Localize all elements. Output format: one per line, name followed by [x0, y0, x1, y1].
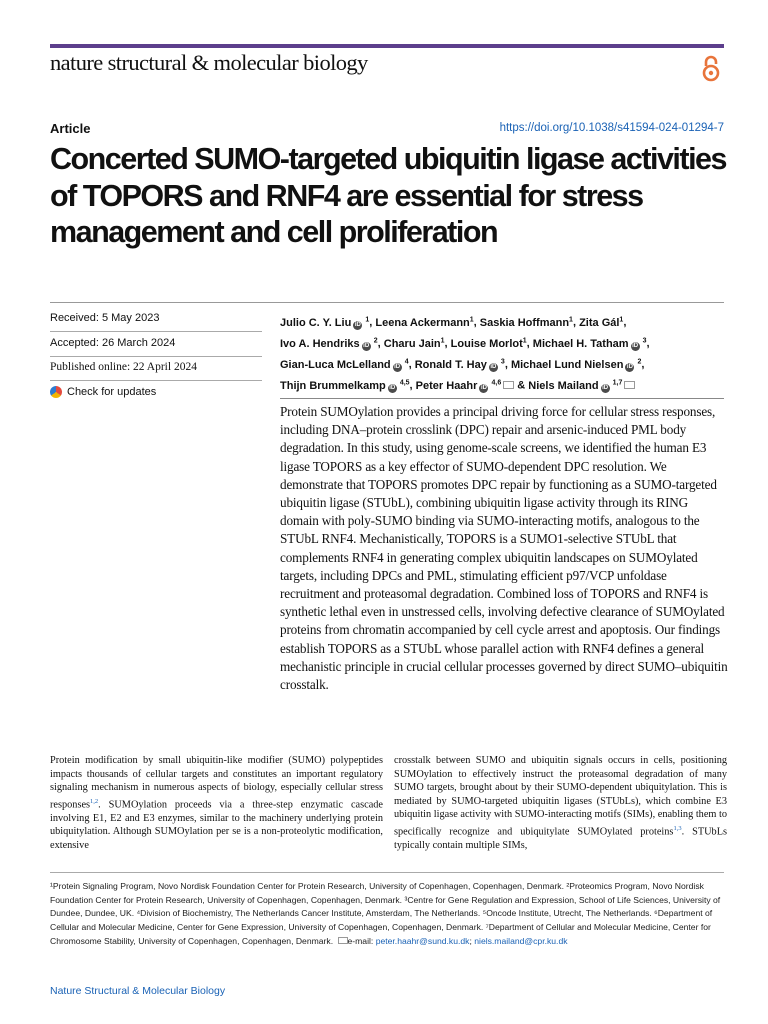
header-rule: [50, 44, 724, 48]
author[interactable]: Saskia Hoffmann$^1$: [479, 316, 573, 329]
article-type: Article: [50, 121, 91, 136]
received-date: Received: 5 May 2023: [50, 312, 160, 324]
check-updates-label: Check for updates: [67, 386, 157, 398]
author[interactable]: Zita Gál$^1$: [579, 316, 624, 329]
orcid-icon[interactable]: iD: [490, 363, 497, 370]
orcid-icon[interactable]: iD: [394, 363, 401, 370]
meta-divider: [50, 331, 262, 332]
author-line-4: Thijn Brummelkamp iD $^{4,5}$, Peter Haahr iD $^{4,6}$ & Niels Mailand iD $^{1,7}$: [280, 374, 730, 395]
journal-name: nature structural & molecular biology: [50, 50, 368, 75]
author[interactable]: Julio C. Y. Liu iD $^1$: [280, 316, 370, 329]
author[interactable]: Thijn Brummelkamp iD $^{4,5}$: [280, 379, 410, 392]
author-line-2: Ivo A. Hendriks iD $^2$, Charu Jain$^1$, Louise Morlot$^1$, Michael H. Tatham iD $^3$,: [280, 337, 650, 350]
orcid-icon[interactable]: iD: [389, 384, 396, 391]
author[interactable]: Leena Ackermann$^1$: [375, 316, 474, 329]
published-date: Published online: 22 April 2024: [50, 361, 197, 373]
orcid-icon[interactable]: iD: [632, 342, 639, 349]
accepted-date: Accepted: 26 March 2024: [50, 337, 176, 349]
affiliations: ¹Protein Signaling Program, Novo Nordisk Foundation Center for Protein Research, University of Copenhagen, Copenhagen, Denmark. ²Proteomics Program, Novo Nordisk Foundation Center for Protein Research, University of Copenhagen, Copenhagen, Denmark. ³Centre for Gene Regulation and Expression, School of Life Sciences, University of Dundee, Dundee, UK. ⁴Division of Biochemistry, The Netherlands Cancer Institute, Amsterdam, The Netherlands. ⁵Oncode Institute, Utrecht, The Netherlands. ⁶Department of Cellular and Molecular Medicine, Center for Gene Expression, University of Copenhagen, Copenhagen, Denmark. ⁷Department of Cellular and Molecular Medicine, Center for Chromosome Stability, University of Copenhagen, Copenhagen, Denmark. e-mail: peter.haahr@sund.ku.dk; niels.mailand@cpr.ku.dk: [50, 881, 721, 946]
orcid-icon[interactable]: iD: [354, 321, 361, 328]
footnote-rule: [50, 872, 724, 873]
mail-icon[interactable]: [624, 381, 635, 389]
author[interactable]: Peter Haahr iD $^{4,6}$: [416, 380, 515, 392]
email-link[interactable]: peter.haahr@sund.ku.dk: [375, 935, 470, 946]
orcid-icon[interactable]: iD: [363, 342, 370, 349]
author[interactable]: Michael H. Tatham iD $^3$: [532, 337, 647, 350]
doi-link[interactable]: https://doi.org/10.1038/s41594-024-01294-7: [499, 122, 724, 134]
author[interactable]: Gian-Luca McLelland iD $^4$: [280, 358, 409, 371]
reference-link[interactable]: 1,3: [673, 824, 682, 832]
author[interactable]: Niels Mailand iD $^{1,7}$: [528, 380, 635, 392]
article-title: Concerted SUMO-targeted ubiquitin ligase activities of TOPORS and RNF4 are essential for stress management and cell proliferation: [50, 142, 726, 249]
email-link[interactable]: niels.mailand@cpr.ku.dk: [474, 935, 568, 946]
author-line-1: Julio C. Y. Liu iD $^1$, Leena Ackermann$^1$, Saskia Hoffmann$^1$, Zita Gál$^1$,: [280, 316, 627, 329]
reference-link[interactable]: 1,2: [90, 797, 99, 805]
footer-journal: Nature Structural & Molecular Biology: [50, 985, 226, 997]
body-column-left: Protein modification by small ubiquitin-like modifier (SUMO) polypeptides impacts thousands of cellular targets and constitutes an important regulatory signaling mechanism in numerous aspects of biology, especially cellular stress responses$^{1,2}$. SUMOylation proceeds via a three-step enzymatic cascade involving E1, E2 and E3 enzymes, similar to the machinery underlying protein ubiquitylation. Although SUMOylation per se is a non-proteolytic modification, extensive: [50, 755, 383, 851]
orcid-icon[interactable]: iD: [480, 384, 487, 391]
orcid-icon[interactable]: iD: [626, 363, 633, 370]
abstract-rule: [280, 398, 724, 399]
author[interactable]: Ronald T. Hay iD $^3$: [414, 358, 505, 371]
orcid-icon[interactable]: iD: [602, 384, 609, 391]
mail-icon[interactable]: [503, 381, 514, 389]
meta-rule: [50, 302, 724, 303]
author[interactable]: Ivo A. Hendriks iD $^2$: [280, 337, 378, 350]
author[interactable]: Michael Lund Nielsen iD $^2$: [510, 358, 642, 371]
abstract: Protein SUMOylation provides a principal driving force for cellular stress responses, including DNA–protein crosslink (DPC) repair and arsenic-induced PML body degradation. In this study, using genome-scale screens, we identified the human E3 ligase TOPORS as a key effector of SUMO-dependent DPC resolution. We demonstrate that TOPORS promotes DPC repair by functioning as a SUMO-targeted ubiquitin ligase (STUbL), combining ubiquitin ligase activity through its RING domain with poly-SUMO binding via SUMO-interacting motifs, analogous to the STUbL RNF4. Mechanistically, TOPORS is a SUMO1-selective STUbL that complements RNF4 in generating complex ubiquitin landscapes on SUMOylated targets, including DPCs and PML, stimulating efficient p97/VCP unfoldase recruitment and proteasomal degradation. Combined loss of TOPORS and RNF4 is synthetic lethal even in unstressed cells, involving defective clearance of SUMOylated proteins from chromatin accompanied by cell cycle arrest and apoptosis. Our findings establish TOPORS as a STUbL whose parallel action with RNF4 defines a general mechanistic principle in crucial cellular processes governed by direct SUMO–ubiquitin crosstalk.: [280, 404, 728, 693]
author[interactable]: Charu Jain$^1$: [383, 337, 445, 350]
meta-divider: [50, 356, 262, 357]
crossmark-icon: [50, 386, 62, 398]
body-column-right: crosstalk between SUMO and ubiquitin signals occurs in cells, positioning SUMOylation to effectively instruct the proteasomal degradation of many SUMO targets, brought about by their SUMO-dependent ubiquitylation. This is mediated by SUMO-targeted ubiquitin ligases (STUbLs), which combine E3 ubiquitin ligase activity with SUMO-interacting motifs (SIMs), enabling them to specifically recognize and ubiquitylate SUMOylated proteins$^{1,3}$. STUbLs typically contain multiple SIMs,: [394, 755, 727, 851]
author-line-3: Gian-Luca McLelland iD $^4$, Ronald T. Hay iD $^3$, Michael Lund Nielsen iD $^2$,: [280, 358, 645, 371]
author[interactable]: Louise Morlot$^1$: [450, 337, 527, 350]
meta-divider: [50, 380, 262, 381]
author-list: [280, 311, 730, 395]
mail-icon: [338, 937, 348, 944]
check-updates-button[interactable]: [50, 386, 156, 398]
open-access-icon: [702, 53, 720, 83]
